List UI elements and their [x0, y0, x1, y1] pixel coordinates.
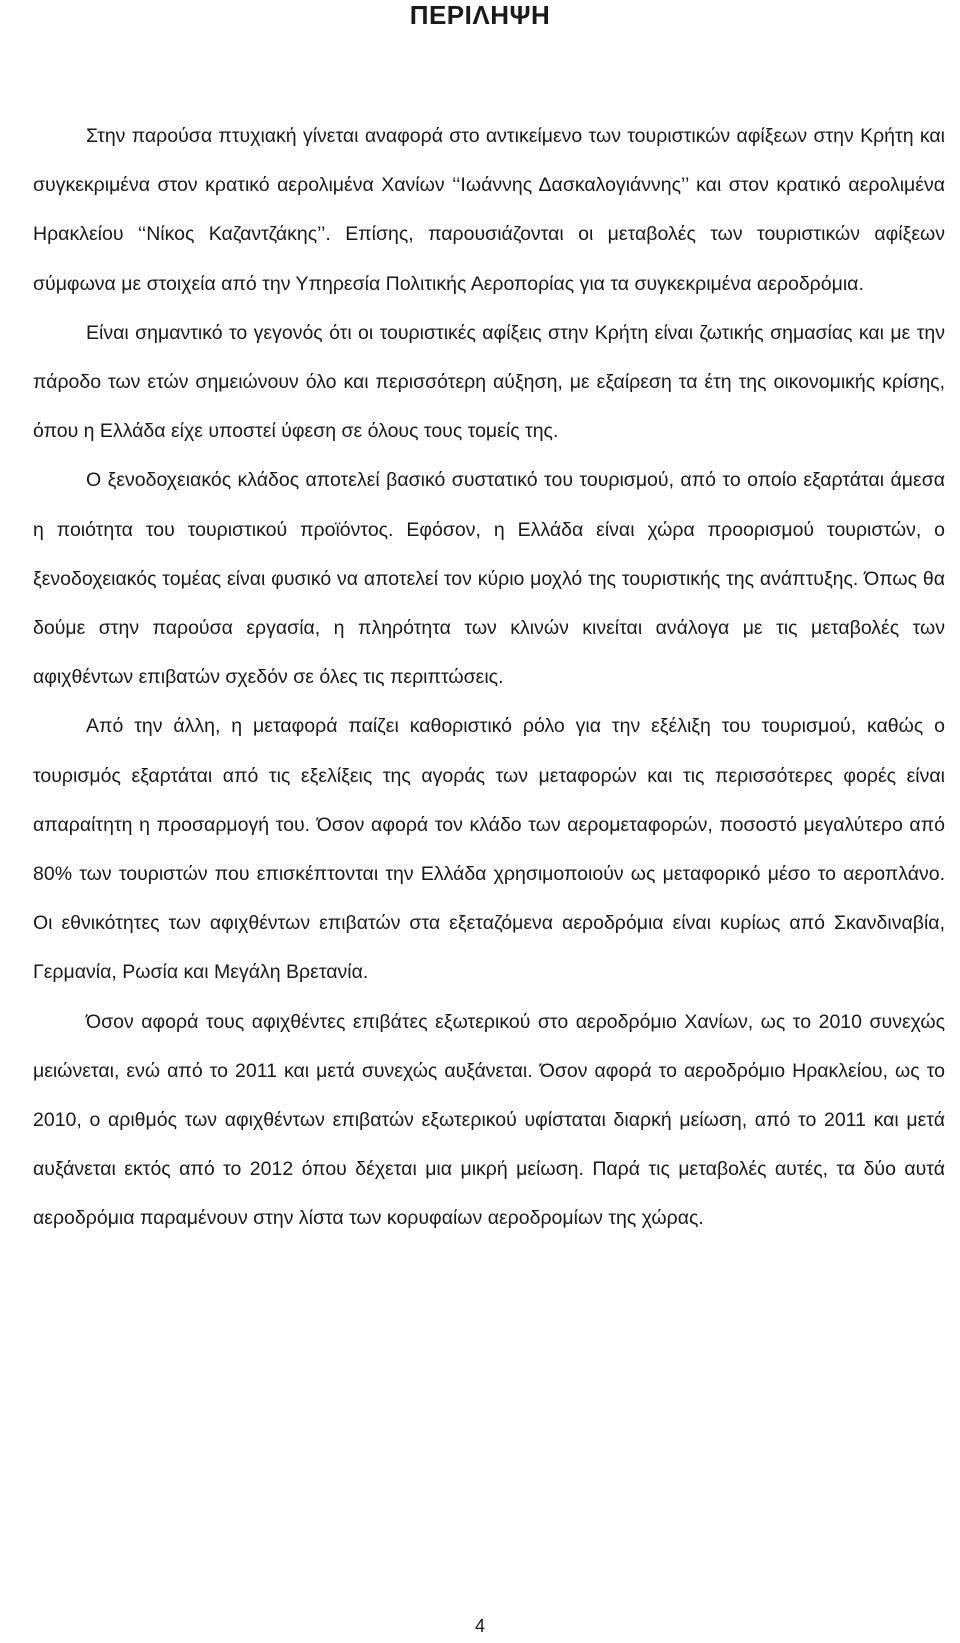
page-title: ΠΕΡΙΛΗΨΗ — [409, 0, 551, 30]
summary-body — [33, 112, 945, 1244]
paragraph-1: Στην παρούσα πτυχιακή γίνεται αναφορά στο αντικείμενο των τουριστικών αφίξεων στην Κρήτη και συγκεκριμένα στον κρατικό αερολιμένα Χανίων ‘‘Ιωάννης Δασκαλογιάννης’’ και στον κρατικό αερολιμένα Ηρακλείου ‘‘Νίκος Καζαντζάκης’’. Επίσης, παρουσιάζονται οι μεταβολές των τουριστικών αφίξεων σύμφωνα με στοιχεία από την Υπηρεσία Πολιτικής Αεροπορίας για τα συγκεκριμένα αεροδρόμια. — [33, 125, 945, 295]
paragraph-2: Είναι σημαντικό το γεγονός ότι οι τουριστικές αφίξεις στην Κρήτη είναι ζωτικής σημασίας και με την πάροδο των ετών σημειώνουν όλο και περισσότερη αύξηση, με εξαίρεση τα έτη της οικονομικής κρίσης, όπου η Ελλάδα είχε υποστεί ύφεση σε όλους τους τομείς της. — [33, 321, 945, 443]
paragraph-4: Από την άλλη, η μεταφορά παίζει καθοριστικό ρόλο για την εξέλιξη του τουρισμού, καθώς ο τουρισμός εξαρτάται από τις εξελίξεις της αγοράς των μεταφορών και τις περισσότερες φορές είναι απαραίτητη η προσαρμογή του. Όσον αφορά τον κλάδο των αερομεταφορών, ποσοστό μεγαλύτερο από 80% των τουριστών που επισκέπτονται την Ελλάδα χρησιμοποιούν ως μεταφορικό μέσο το αεροπλάνο. Οι εθνικότητες των αφιχθέντων επιβατών στα εξεταζόμενα αεροδρόμια είναι κυρίως από Σκανδιναβία, Γερμανία, Ρωσία και Μεγάλη Βρετανία. — [33, 715, 945, 984]
page-number: 4 — [474, 1616, 485, 1636]
paragraph-5: Όσον αφορά τους αφιχθέντες επιβάτες εξωτερικού στο αεροδρόμιο Χανίων, ως το 2010 συνεχώς μειώνεται, ενώ από το 2011 και μετά συνεχώς αυξάνεται. Όσον αφορά το αεροδρόμιο Ηρακλείου, ως το 2010, ο αριθμός των αφιχθέντων επιβατών εξωτερικού υφίσταται διαρκή μείωση, από το 2011 και μετά αυξάνεται εκτός από το 2012 όπου δέχεται μια μικρή μείωση. Παρά τις μεταβολές αυτές, τα δύο αυτά αεροδρόμια παραμένουν στην λίστα των κορυφαίων αεροδρομίων της χώρας. — [33, 1010, 945, 1230]
paragraph-3: Ο ξενοδοχειακός κλάδος αποτελεί βασικό συστατικό του τουρισμού, από το οποίο εξαρτάται άμεσα η ποιότητα του τουριστικού προϊόντος. Εφόσον, η Ελλάδα είναι χώρα προορισμού τουριστών, ο ξενοδοχειακός τομέας είναι φυσικό να αποτελεί τον κύριο μοχλό της τουριστικής της ανάπτυξης. Όπως θα δούμε στην παρούσα εργασία, η πληρότητα των κλινών κινείται ανάλογα με τις μεταβολές των αφιχθέντων επιβατών σχεδόν σε όλες τις περιπτώσεις. — [33, 469, 945, 689]
